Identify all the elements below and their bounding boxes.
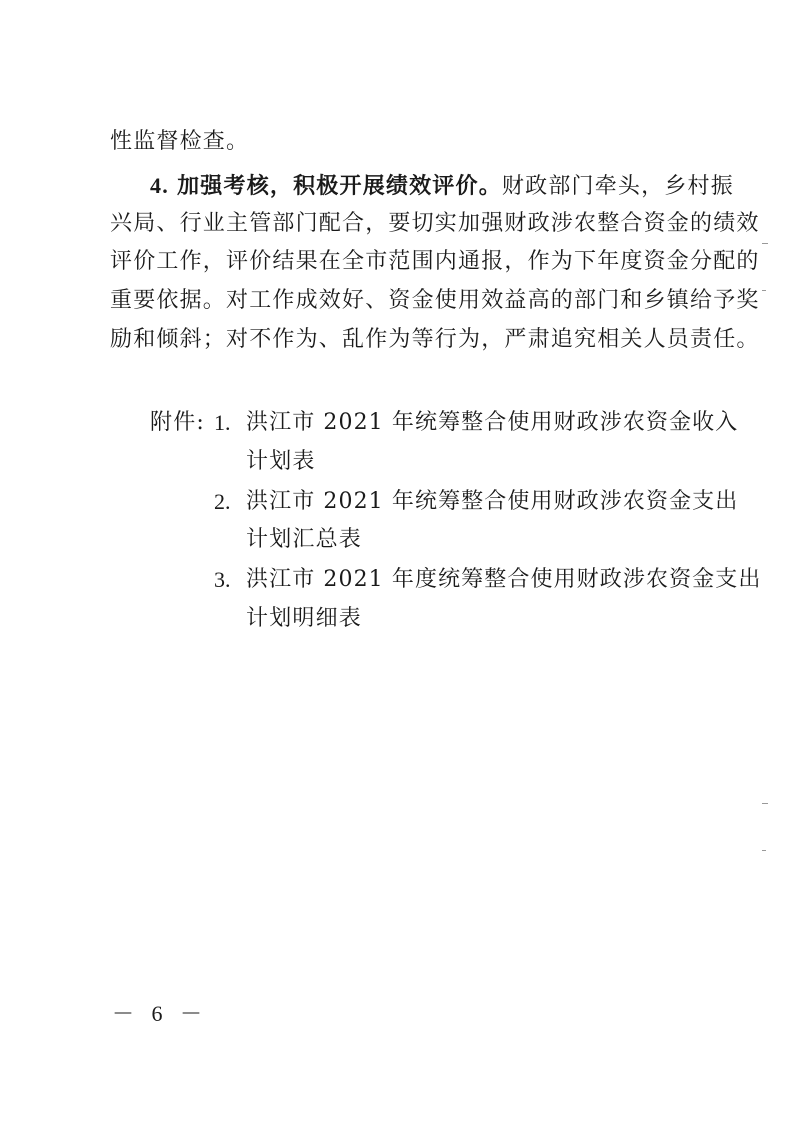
attachment-1-number: 1. (214, 410, 231, 435)
scan-mark (762, 803, 768, 804)
attachments-label: 附件: (150, 410, 206, 435)
attachment-3-title-cont: 计划明细表 (246, 606, 363, 631)
section-4-line-1-text: 财政部门牵头，乡村振 (501, 174, 734, 199)
attachment-3-title: 洪江市 2021 年度统筹整合使用财政涉农资金支出 (246, 567, 762, 592)
section-4-line-1 (150, 172, 734, 201)
attachment-2-number: 2. (214, 489, 231, 514)
attachment-2-title: 洪江市 2021 年统筹整合使用财政涉农资金支出 (246, 489, 739, 514)
scan-mark (762, 290, 766, 291)
scan-mark (762, 243, 768, 244)
attachment-3-number: 3. (214, 567, 231, 592)
page-number: － 6 － (112, 1001, 209, 1026)
section-4-heading: 加强考核，积极开展绩效评价。 (177, 174, 502, 199)
section-4-line-2: 兴局、行业主管部门配合，要切实加强财政涉农整合资金的绩效 (110, 211, 760, 236)
attachment-1-title-cont: 计划表 (246, 449, 316, 474)
section-4-line-4: 重要依据。对工作成效好、资金使用效益高的部门和乡镇给予奖 (110, 288, 760, 313)
scan-mark (762, 850, 766, 851)
section-4-line-5: 励和倾斜；对不作为、乱作为等行为，严肃追究相关人员责任。 (110, 327, 760, 352)
section-4-number: 4. (150, 173, 169, 198)
attachment-1-title: 洪江市 2021 年统筹整合使用财政涉农资金收入 (246, 410, 739, 435)
body-line-continuation: 性监督检查。 (110, 129, 250, 154)
attachment-2-title-cont: 计划汇总表 (246, 527, 363, 552)
section-4-line-3: 评价工作，评价结果在全市范围内通报，作为下年度资金分配的 (110, 249, 760, 274)
